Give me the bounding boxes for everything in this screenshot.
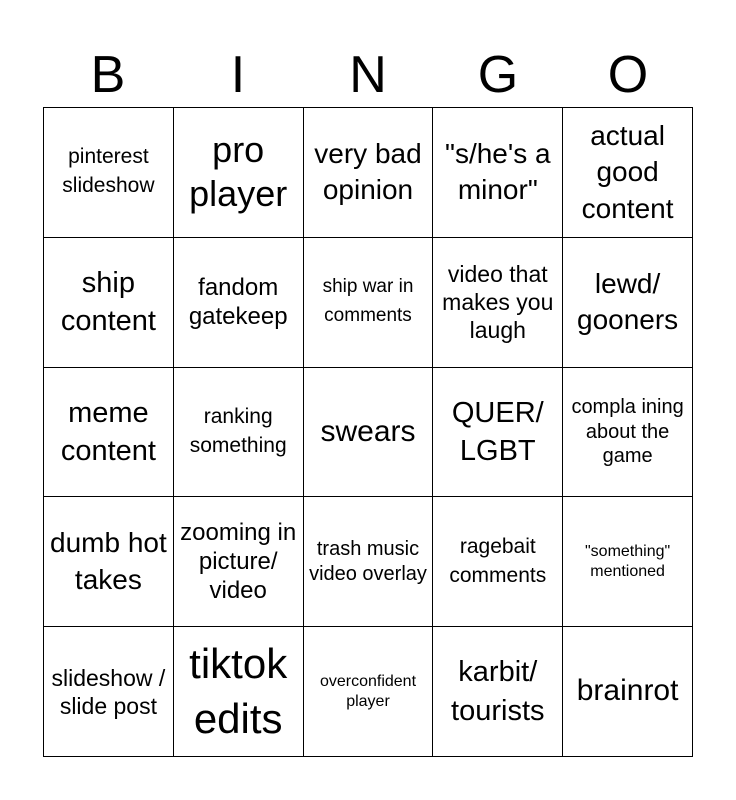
- header-letter-o: O: [607, 46, 649, 104]
- bingo-cell[interactable]: [433, 627, 563, 757]
- bingo-cell[interactable]: [174, 497, 304, 627]
- cell-label: trash music video overlay: [309, 538, 427, 585]
- bingo-cell[interactable]: [174, 108, 304, 238]
- bingo-cell[interactable]: [44, 497, 174, 627]
- bingo-cell[interactable]: [563, 238, 693, 368]
- cell-label: swears: [320, 414, 416, 448]
- bingo-cell[interactable]: [304, 497, 434, 627]
- cell-label: brainrot: [576, 674, 679, 708]
- bingo-header: [43, 44, 693, 106]
- cell-label: "s/he's a minor": [445, 138, 551, 206]
- cell-label: actual good content: [581, 119, 674, 224]
- cell-label: pinterest slideshow: [62, 145, 155, 198]
- bingo-cell[interactable]: [304, 108, 434, 238]
- header-letter-i: I: [230, 46, 246, 104]
- bingo-cell[interactable]: [304, 627, 434, 757]
- cell-label: fandom gatekeep: [188, 273, 288, 331]
- bingo-cell[interactable]: [563, 108, 693, 238]
- bingo-cell[interactable]: [174, 368, 304, 498]
- cell-label: compla ining about the game: [571, 396, 684, 468]
- cell-label: tiktok edits: [189, 640, 288, 742]
- header-letter-b: B: [90, 46, 126, 104]
- cell-label: ship war in comments: [322, 276, 414, 327]
- cell-label: very bad opinion: [314, 138, 422, 206]
- cell-label: meme content: [60, 396, 156, 467]
- cell-label: "something" mentioned: [585, 543, 671, 580]
- bingo-cell[interactable]: [304, 368, 434, 498]
- cell-label: lewd/ gooners: [577, 267, 679, 336]
- bingo-cell[interactable]: [44, 238, 174, 368]
- bingo-cell[interactable]: [44, 108, 174, 238]
- bingo-cell[interactable]: [563, 368, 693, 498]
- bingo-cell[interactable]: [174, 238, 304, 368]
- cell-label: QUER/ LGBT: [451, 396, 544, 467]
- bingo-cell[interactable]: [44, 627, 174, 757]
- cell-label: karbit/ tourists: [451, 656, 545, 727]
- bingo-cell[interactable]: [433, 497, 563, 627]
- cell-label: ragebait comments: [449, 534, 547, 587]
- cell-label: zooming in picture/ video: [180, 518, 297, 605]
- bingo-cell[interactable]: [174, 627, 304, 757]
- bingo-cell[interactable]: [433, 368, 563, 498]
- cell-label: video that makes you laugh: [442, 261, 554, 344]
- header-letter-g: G: [477, 46, 519, 104]
- cell-label: overconfident player: [319, 673, 417, 710]
- header-letter-n: N: [349, 46, 387, 104]
- cell-label: pro player: [189, 129, 288, 215]
- cell-label: dumb hot takes: [50, 527, 167, 595]
- bingo-cell[interactable]: [304, 238, 434, 368]
- bingo-cell[interactable]: [44, 368, 174, 498]
- cell-label: ranking something: [189, 405, 287, 457]
- bingo-cell[interactable]: [433, 108, 563, 238]
- cell-label: ship content: [60, 266, 156, 338]
- cell-label: slideshow / slide post: [51, 664, 166, 719]
- bingo-cell[interactable]: [563, 627, 693, 757]
- bingo-cell[interactable]: [433, 238, 563, 368]
- bingo-cell[interactable]: [563, 497, 693, 627]
- bingo-board: [43, 107, 693, 757]
